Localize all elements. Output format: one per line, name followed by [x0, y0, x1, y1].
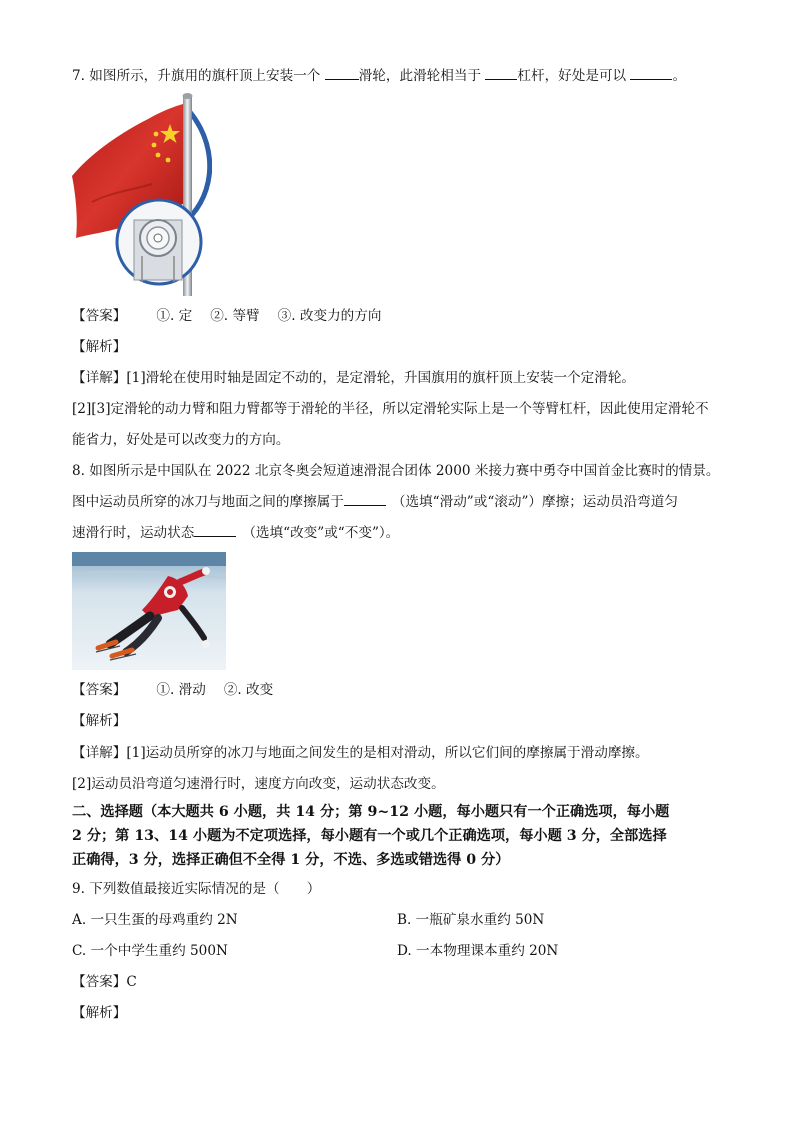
q9-option-c: C. 一个中学生重约 500N: [72, 943, 228, 959]
flag-pulley-image: [72, 92, 212, 298]
q8-detail-2: [2]运动员沿弯道匀速滑行时，速度方向改变，运动状态改变。: [72, 776, 445, 792]
q7-detail-3: 能省力，好处是可以改变力的方向。: [72, 432, 290, 448]
answer-blank-2: [194, 524, 236, 537]
q8-stem-line3: [72, 524, 399, 542]
answer-item-2: ②. 改变: [223, 682, 274, 698]
answer-label: 【答案】: [72, 682, 127, 698]
q9-option-b: B. 一瓶矿泉水重约 50N: [397, 912, 545, 928]
q7-answer: [72, 307, 399, 325]
q9-option-d: D. 一本物理课本重约 20N: [397, 943, 559, 959]
answer-label: 【答案】: [72, 308, 127, 324]
q7-stem-part4: 。: [672, 68, 687, 84]
q8-analysis-label: 【解析】: [72, 713, 127, 729]
q8-detail-1: 【详解】[1]运动员所穿的冰刀与地面之间发生的是相对滑动，所以它们间的摩擦属于滑动摩擦。: [72, 745, 649, 761]
answer-item-2: ②. 等臂: [210, 308, 260, 324]
answer-item-1: ①. 定: [156, 308, 193, 324]
q9-answer: 【答案】C: [72, 974, 137, 990]
section2-instructions-line1: 二、选择题（本大题共 6 小题，共 14 分；第 9~12 小题，每小题只有一个正确选项，每小题: [72, 804, 670, 820]
section2-instructions-line3: 正确得，3 分，选择正确但不全得 1 分，不选、多选或错选得 0 分）: [72, 852, 510, 868]
q7-detail-1: 【详解】[1]滑轮在使用时轴是固定不动的，是定滑轮，升国旗用的旗杆顶上安装一个定滑轮。: [72, 370, 636, 386]
q8-stem-2b: （选填“滑动”或“滚动”）摩擦；运动员沿弯道匀: [391, 494, 678, 510]
q9-option-a: A. 一只生蛋的母鸡重约 2N: [72, 912, 238, 928]
q8-stem-line2: [72, 493, 678, 511]
answer-blank-1: [325, 67, 359, 80]
q9-analysis-label: 【解析】: [72, 1005, 127, 1021]
q8-stem-3b: （选填“改变”或“不变”）。: [242, 525, 400, 541]
q8-stem-2a: 图中运动员所穿的冰刀与地面之间的摩擦属于: [72, 494, 344, 510]
answer-blank-3: [630, 67, 672, 80]
answer-item-1: ①. 滑动: [156, 682, 206, 698]
q7-analysis-label: 【解析】: [72, 339, 127, 355]
q9-stem: 9. 下列数值最接近实际情况的是（ ）: [72, 881, 321, 897]
q8-stem-3a: 速滑行时，运动状态: [72, 525, 195, 541]
q7-stem-part2: 滑轮，此滑轮相当于: [358, 68, 486, 84]
q8-stem-line1: 8. 如图所示是中国队在 2022 北京冬奥会短道速滑混合团体 2000 米接力赛中勇夺中国首金比赛时的情景。: [72, 463, 720, 479]
q8-answer: [72, 681, 291, 699]
answer-blank-1: [344, 493, 386, 506]
q7-detail-2: [2][3]定滑轮的动力臂和阻力臂都等于滑轮的半径，所以定滑轮实际上是一个等臂杠杆，因此使用定滑轮不: [72, 401, 709, 417]
section2-instructions-line2: 2 分；第 13、14 小题为不定项选择，每小题有一个或几个正确选项，每小题 3 分，全部选择: [72, 828, 667, 844]
answer-blank-2: [485, 67, 517, 80]
q7-stem-part1: 7. 如图所示，升旗用的旗杆顶上安装一个: [72, 68, 325, 84]
q7-stem: [72, 67, 686, 85]
answer-item-3: ③. 改变力的方向: [277, 308, 382, 324]
q7-stem-part3: 杠杆，好处是可以: [517, 68, 631, 84]
speed-skater-image: [72, 552, 226, 670]
